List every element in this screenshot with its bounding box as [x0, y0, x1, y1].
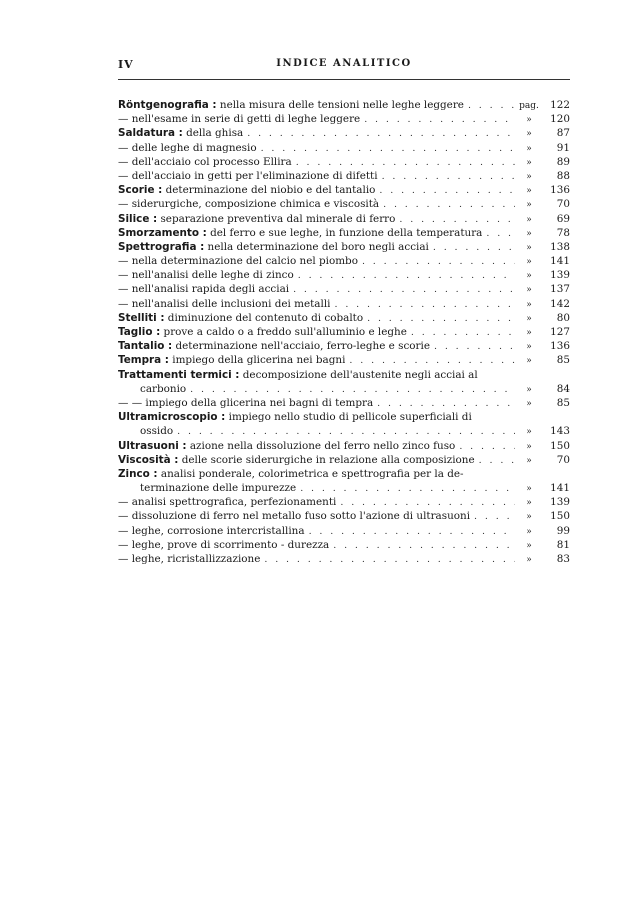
entry-text	[118, 453, 475, 467]
ditto-mark: »	[526, 555, 532, 565]
entry-description: — dell'acciaio in getti per l'eliminazione di difetti	[118, 169, 378, 182]
leader-dots	[411, 326, 515, 340]
entry-text	[118, 311, 363, 325]
ditto-mark: »	[526, 228, 532, 239]
index-list	[118, 98, 570, 566]
entry-text	[118, 112, 360, 126]
ditto-mark: »	[526, 200, 532, 211]
index-entry	[118, 240, 570, 254]
entry-heading: Tantalio :	[118, 340, 173, 353]
header-rule	[118, 79, 570, 80]
entry-heading: Ultrasuoni :	[118, 439, 187, 452]
page-ref: 84	[556, 382, 570, 395]
index-entry	[118, 410, 570, 424]
ditto-mark: »	[526, 342, 532, 353]
leader-dots	[300, 482, 515, 496]
entry-text	[118, 240, 429, 254]
page-ref: 87	[556, 127, 570, 140]
entry-description: — nell'analisi delle inclusioni dei metalli	[118, 297, 331, 310]
entry-description: determinazione del niobio e del tantalio	[162, 184, 376, 197]
index-entry	[118, 467, 570, 481]
entry-heading: Viscosità :	[118, 453, 179, 466]
entry-description: analisi ponderale, colorimetrica e spettrografia per la de-	[157, 467, 464, 480]
entry-description: — dell'acciaio col processo Ellira	[118, 155, 292, 168]
entry-text	[118, 353, 345, 367]
entry-description: — nella determinazione del calcio nel piombo	[118, 255, 358, 268]
page-ref: 83	[556, 553, 570, 565]
ditto-mark: »	[526, 540, 532, 551]
leader-dots	[367, 312, 515, 326]
page-ref: 85	[556, 354, 570, 367]
ditto-mark: »	[526, 484, 532, 495]
index-entry	[118, 382, 570, 396]
entry-description: — leghe, ricristallizzazione	[118, 553, 261, 565]
leader-dots	[399, 213, 515, 227]
leader-dots	[309, 525, 515, 539]
page-ref: 138	[550, 240, 570, 253]
ditto-mark: »	[526, 441, 532, 452]
index-entry	[118, 509, 570, 523]
entry-text	[118, 509, 470, 523]
entry-heading: Tempra :	[118, 354, 169, 367]
entry-text	[118, 254, 358, 268]
ditto-mark: »	[526, 427, 532, 438]
index-entry	[118, 254, 570, 268]
ditto-mark: »	[526, 526, 532, 537]
leader-dots	[382, 170, 515, 184]
leader-dots	[333, 539, 515, 553]
leader-dots	[247, 127, 515, 141]
entry-description: prove a caldo o a freddo sull'alluminio e leghe	[160, 326, 407, 338]
leader-dots	[383, 198, 515, 212]
entry-text	[118, 297, 330, 311]
page-ref: 136	[550, 340, 570, 353]
index-entry	[118, 424, 570, 438]
ditto-mark: »	[526, 214, 532, 225]
leader-dots	[459, 440, 515, 454]
entry-text	[118, 169, 378, 183]
page-ref: 136	[550, 184, 570, 197]
entry-description: nella misura delle tensioni nelle leghe leggere	[216, 99, 464, 111]
entry-description: — siderurgiche, composizione chimica e viscosità	[118, 198, 380, 211]
index-entry	[118, 126, 570, 140]
ditto-mark: »	[526, 157, 532, 168]
entry-description: del ferro e sue leghe, in funzione della temperatura	[206, 226, 483, 239]
page-ref: 120	[550, 113, 570, 126]
page-ref: 143	[550, 425, 570, 438]
page-header	[118, 58, 570, 76]
entry-heading: Scorie :	[118, 184, 163, 197]
ditto-mark: »	[526, 143, 532, 154]
index-entry	[118, 325, 570, 339]
entry-text	[118, 410, 510, 424]
page-ref: 139	[550, 496, 570, 509]
entry-description: — dissoluzione di ferro nel metallo fuso sotto l'azione di ultrasuoni	[118, 510, 471, 523]
ditto-mark: »	[526, 285, 532, 296]
ditto-mark: »	[526, 398, 532, 409]
page-ref: 85	[556, 396, 570, 409]
entry-heading: Ultramicroscopio :	[118, 411, 226, 424]
page-ref: 127	[550, 326, 570, 338]
leader-dots	[364, 113, 515, 127]
index-entry	[118, 155, 570, 169]
page-ref: 69	[556, 212, 570, 225]
leader-dots	[264, 553, 515, 567]
entry-text	[118, 126, 243, 140]
entry-text	[118, 197, 379, 211]
running-title: INDICE ANALITICO	[276, 58, 412, 69]
entry-text	[118, 325, 407, 339]
index-entry	[118, 282, 570, 296]
index-entry	[118, 98, 570, 112]
ditto-mark: »	[526, 257, 532, 268]
leader-dots	[474, 510, 515, 524]
entry-heading: Zinco :	[118, 467, 158, 480]
page-number: IV	[118, 58, 134, 71]
entry-description: — nell'esame in serie di getti di leghe leggere	[118, 113, 361, 126]
entry-text	[118, 439, 455, 453]
index-entry	[118, 481, 570, 495]
entry-description: azione nella dissoluzione del ferro nello zinco fuso	[186, 439, 456, 452]
index-entry	[118, 439, 570, 453]
ditto-mark: »	[526, 384, 532, 395]
leader-dots	[479, 454, 515, 468]
ditto-mark: »	[526, 299, 532, 310]
index-entry	[118, 495, 570, 509]
entry-description: nella determinazione del boro negli acciai	[204, 240, 429, 253]
leader-dots	[298, 269, 515, 283]
entry-heading: Stelliti :	[118, 311, 165, 324]
entry-description: decomposizione dell'austenite negli acciai al	[239, 368, 478, 381]
page-ref: 81	[556, 538, 570, 551]
page-ref: 70	[556, 198, 570, 211]
entry-text	[118, 183, 375, 197]
ditto-mark: »	[526, 356, 532, 367]
page-ref: 139	[550, 269, 570, 282]
entry-text	[118, 495, 336, 509]
entry-text	[118, 339, 430, 353]
leader-dots	[334, 298, 515, 312]
page-ref: 91	[556, 141, 570, 154]
entry-description: separazione preventiva dal minerale di ferro	[157, 212, 396, 225]
index-entry	[118, 297, 570, 311]
index-entry	[118, 552, 570, 566]
entry-heading: Taglio :	[118, 326, 161, 338]
entry-text	[118, 212, 395, 226]
ditto-mark: »	[526, 313, 532, 324]
entry-heading: Saldatura :	[118, 127, 183, 140]
page-ref: 122	[550, 99, 570, 111]
index-entry	[118, 268, 570, 282]
page-ref: 99	[556, 524, 570, 537]
leader-dots	[349, 354, 515, 368]
index-entry	[118, 183, 570, 197]
page-ref: 89	[556, 155, 570, 168]
entry-description: — leghe, prove di scorrimento - durezza	[118, 538, 330, 551]
ditto-mark: »	[526, 455, 532, 466]
entry-text	[118, 368, 510, 382]
page-ref: 88	[556, 169, 570, 182]
leader-dots	[379, 184, 515, 198]
entry-text	[118, 396, 373, 410]
entry-text	[118, 424, 173, 438]
page-ref: 150	[550, 439, 570, 452]
ditto-mark: »	[526, 498, 532, 509]
index-entry	[118, 453, 570, 467]
leader-dots	[293, 283, 515, 297]
entry-text	[118, 155, 292, 169]
leader-dots	[340, 496, 515, 510]
entry-description: — — impiego della glicerina nei bagni di tempra	[118, 396, 374, 409]
index-entry	[118, 353, 570, 367]
page-ref: 80	[556, 311, 570, 324]
index-entry	[118, 226, 570, 240]
entry-text	[118, 226, 482, 240]
entry-description: — delle leghe di magnesio	[118, 141, 257, 154]
page-ref: 141	[550, 482, 570, 495]
index-entry	[118, 524, 570, 538]
entry-heading: Spettrografia :	[118, 240, 205, 253]
leader-dots	[377, 397, 515, 411]
entry-text	[118, 282, 289, 296]
entry-text	[118, 382, 186, 396]
ditto-mark: »	[526, 512, 532, 523]
page-ref: 70	[556, 453, 570, 466]
entry-text	[118, 524, 305, 538]
ditto-mark: »	[526, 271, 532, 282]
ditto-mark: pag.	[519, 101, 539, 111]
entry-text	[118, 98, 464, 112]
index-entry	[118, 339, 570, 353]
index-entry	[118, 169, 570, 183]
leader-dots	[433, 241, 515, 255]
ditto-mark: »	[526, 242, 532, 253]
page-ref: 137	[550, 283, 570, 296]
entry-text	[118, 552, 260, 566]
ditto-mark: »	[526, 115, 532, 126]
entry-heading: Trattamenti termici :	[118, 368, 240, 381]
leader-dots	[261, 142, 515, 156]
ditto-mark: »	[526, 129, 532, 140]
leader-dots	[434, 340, 515, 354]
leader-dots	[486, 227, 515, 241]
ditto-mark: »	[526, 186, 532, 197]
entry-text	[118, 268, 294, 282]
entry-description: ossido	[140, 425, 174, 438]
entry-description: determinazione nell'acciaio, ferro-leghe e scorie	[172, 340, 430, 353]
entry-description: impiego nello studio di pellicole superficiali di	[225, 411, 472, 424]
index-entry	[118, 311, 570, 325]
index-entry	[118, 197, 570, 211]
entry-description: carbonio	[140, 382, 187, 395]
page-ref: 141	[550, 255, 570, 268]
entry-description: — nell'analisi delle leghe di zinco	[118, 269, 294, 282]
entry-description: diminuzione del contenuto di cobalto	[164, 311, 364, 324]
page-ref: 142	[550, 297, 570, 310]
entry-heading: Silice :	[118, 212, 158, 225]
index-entry	[118, 141, 570, 155]
index-entry	[118, 112, 570, 126]
leader-dots	[177, 425, 515, 439]
ditto-mark: »	[526, 171, 532, 182]
leader-dots	[362, 255, 515, 269]
index-entry	[118, 396, 570, 410]
entry-description: delle scorie siderurgiche in relazione alla composizione	[178, 453, 475, 466]
index-entry	[118, 212, 570, 226]
entry-description: — nell'analisi rapida degli acciai	[118, 283, 290, 296]
index-entry	[118, 538, 570, 552]
entry-heading: Röntgenografia :	[118, 99, 217, 111]
entry-description: — leghe, corrosione intercristallina	[118, 524, 305, 537]
entry-description: della ghisa	[182, 127, 244, 140]
entry-description: impiego della glicerina nei bagni	[168, 354, 346, 367]
entry-description: — analisi spettrografica, perfezionamenti	[118, 496, 337, 509]
entry-text	[118, 538, 329, 552]
page-ref: 150	[550, 510, 570, 523]
entry-heading: Smorzamento :	[118, 226, 207, 239]
entry-description: terminazione delle impurezze	[140, 482, 297, 495]
leader-dots	[190, 383, 515, 397]
entry-text	[118, 467, 510, 481]
entry-text	[118, 481, 296, 495]
ditto-mark: »	[526, 328, 532, 338]
leader-dots	[468, 99, 515, 113]
leader-dots	[296, 156, 515, 170]
page-ref: 78	[556, 226, 570, 239]
index-entry	[118, 368, 570, 382]
entry-text	[118, 141, 257, 155]
